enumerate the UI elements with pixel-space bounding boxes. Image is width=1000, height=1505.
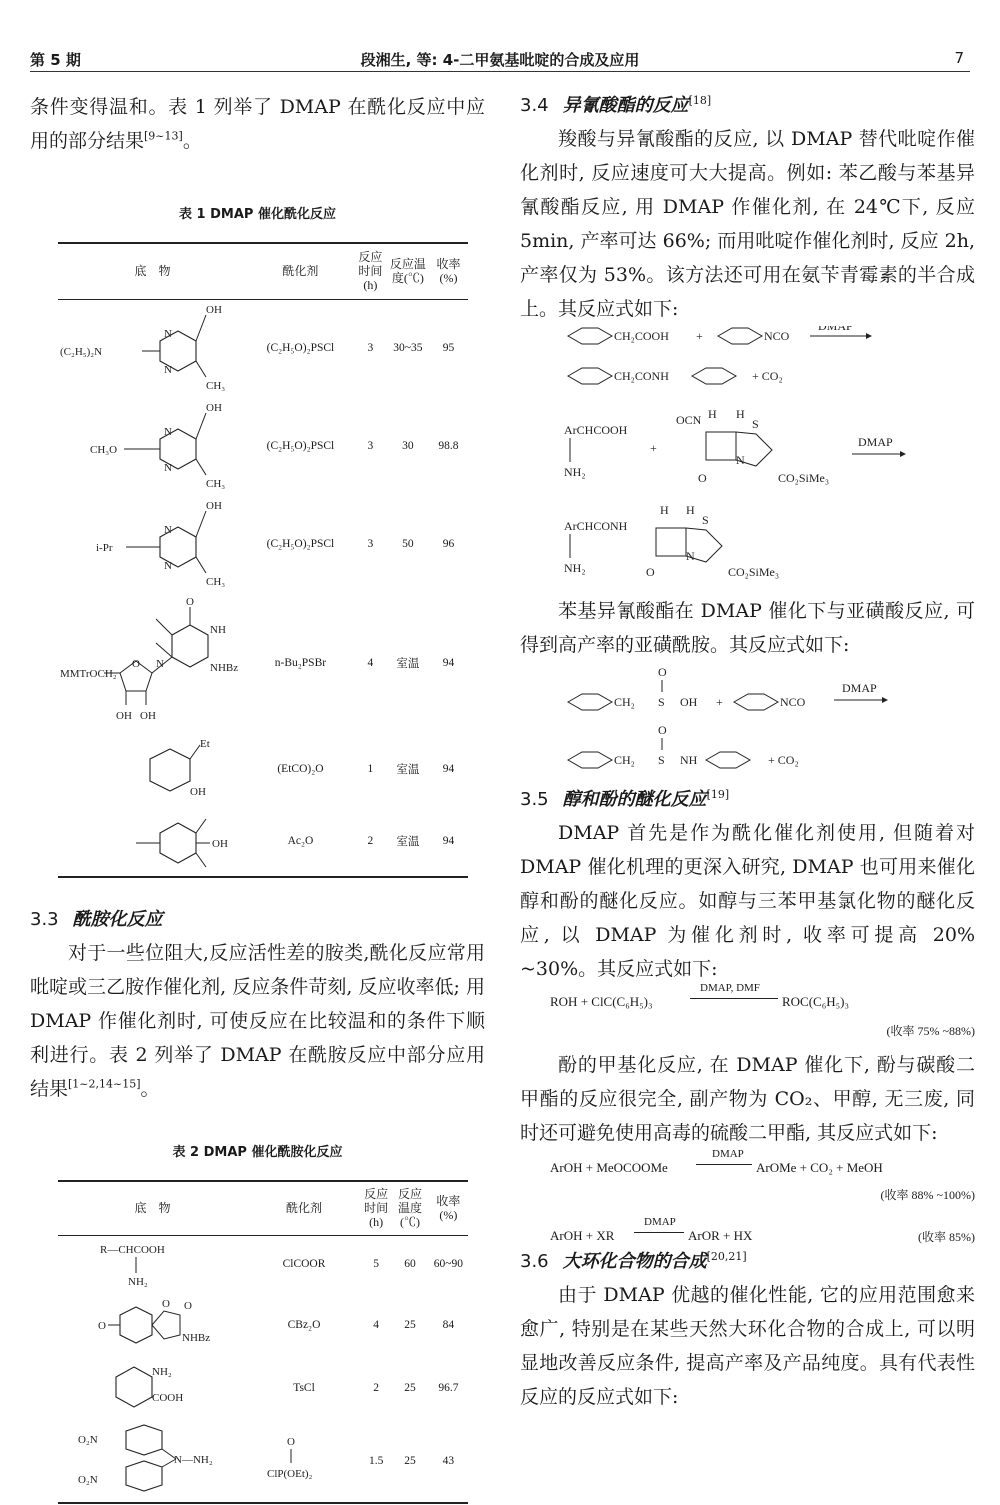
svg-text:O: O	[98, 1320, 106, 1332]
t1-time: 1	[367, 763, 374, 775]
t1-yield: 96	[442, 538, 455, 550]
svg-text:N: N	[736, 453, 745, 467]
svg-text:CH₃O: CH₃O	[90, 444, 118, 456]
svg-text:+: +	[716, 695, 723, 709]
svg-text:+ CO₂: + CO₂	[752, 369, 783, 383]
section-3-5-paragraph: DMAP 首先是作为酰化催化剂使用, 但随着对 DMAP 催化机理的更深入研究, DMAP 也可用来催化醇和酚的醚化反应。如醇与三苯甲基氯化物的醚化反应, 以 DMAP 为催化剂时, 收率可提高 20% ~30%。其反应式如下:	[520, 822, 975, 980]
reaction-scheme-2	[520, 410, 975, 594]
svg-text:ArCHCOOH: ArCHCOOH	[564, 423, 628, 437]
reaction-scheme-1	[520, 326, 975, 410]
t2-time: 4	[373, 1319, 380, 1331]
svg-text:Et: Et	[200, 738, 210, 750]
t2-temp: 25	[404, 1319, 416, 1331]
table-row	[58, 1419, 468, 1503]
t2-reagent: ClP(OEt)₂	[267, 1467, 313, 1480]
page-header	[30, 45, 970, 72]
svg-text:N: N	[164, 426, 172, 438]
t1-reagent: Ac₂O	[287, 834, 314, 847]
table-row	[58, 733, 468, 805]
svg-text:O: O	[658, 665, 667, 679]
t2-reagent-4	[247, 1419, 361, 1503]
svg-text:OCN: OCN	[676, 413, 702, 427]
t1-structure-3	[58, 495, 247, 593]
svg-text:CO₂SiMe₃: CO₂SiMe₃	[728, 565, 780, 579]
svg-text:H: H	[660, 503, 669, 517]
t1-temp: 室温	[396, 658, 420, 670]
svg-text:OH: OH	[206, 500, 222, 512]
svg-text:S: S	[702, 513, 709, 527]
svg-text:CH₃: CH₃	[206, 576, 226, 588]
section-3-3-paragraph: 对于一些位阻大,反应活性差的胺类,酰化反应常用吡啶或三乙胺作催化剂, 反应条件苛刻, 反应收率低; 用 DMAP 作催化剂时, 可使反应在比较温和的条件下顺利进行。表 2 列举了 DMAP 在酰胺反应中部分应用结果[1~2,14~15]。	[30, 942, 485, 1100]
t1-temp: 30~35	[393, 342, 423, 355]
svg-text:H: H	[708, 410, 717, 421]
svg-text:S: S	[658, 695, 665, 709]
table1-caption: 表 1 DMAP 催化酰化反应	[179, 207, 336, 222]
intro-paragraph: 条件变得温和。表 1 列举了 DMAP 在酰化反应中应用的部分结果[9~13]。	[30, 96, 485, 152]
svg-text:NHBz: NHBz	[182, 1332, 211, 1344]
svg-text:NH₂: NH₂	[128, 1276, 148, 1289]
t2-temp: 25	[404, 1454, 416, 1467]
t2-h-yield: 收率(%)	[436, 1194, 461, 1223]
svg-text:H: H	[736, 410, 745, 421]
t2-reagent: TsCl	[293, 1382, 315, 1394]
svg-text:NH: NH	[680, 753, 698, 767]
svg-text:O: O	[184, 1300, 192, 1312]
t2-time: 2	[373, 1382, 380, 1394]
table1	[58, 242, 468, 878]
svg-text:O: O	[132, 658, 140, 670]
t1-reagent: (C₂H₅O)₂PSCl	[266, 440, 335, 452]
svg-text:N: N	[686, 549, 695, 563]
section-3-6-heading: 3.6 大环化合物的合成[20,21]	[520, 1250, 747, 1272]
t1-temp: 室温	[396, 764, 420, 776]
t1-h-substrate: 底 物	[134, 264, 171, 279]
t2-reagent: CBz₂O	[287, 1319, 321, 1331]
svg-text:+: +	[696, 329, 703, 343]
section-3-5-paragraph-2: 酚的甲基化反应, 在 DMAP 催化下, 酚与碳酸二甲酯的反应很完全, 副产物为 CO₂、甲醇, 无三废, 同时还可避免使用高毒的硫酸二甲酯, 其反应式如下:	[520, 1054, 975, 1144]
t2-structure-3	[58, 1357, 247, 1419]
svg-text:O: O	[162, 1298, 170, 1310]
svg-text:DMAP: DMAP	[858, 435, 893, 449]
svg-text:R—CHCOOH: R—CHCOOH	[100, 1244, 165, 1257]
table-row	[58, 1235, 468, 1293]
table-row	[58, 299, 468, 397]
svg-text:N: N	[156, 658, 164, 670]
t2-yield: 60~90	[433, 1258, 464, 1271]
t2-temp: 60	[404, 1258, 416, 1271]
t1-temp: 30	[402, 440, 414, 452]
svg-text:NH₂: NH₂	[564, 465, 586, 479]
svg-text:NCO: NCO	[780, 695, 806, 709]
svg-text:NCO: NCO	[764, 329, 790, 343]
t1-structure-6	[58, 805, 247, 877]
t1-yield: 98.8	[438, 440, 459, 452]
table-row	[58, 805, 468, 877]
svg-text:OH: OH	[206, 304, 222, 317]
svg-text:O: O	[698, 471, 707, 485]
svg-text:CH₂COOH: CH₂COOH	[614, 329, 669, 343]
t2-time: 1.5	[368, 1454, 384, 1467]
t1-temp: 室温	[396, 835, 420, 848]
table2	[58, 1180, 468, 1504]
t2-temp: 25	[404, 1382, 416, 1394]
svg-text:O₂N: O₂N	[78, 1433, 98, 1446]
svg-text:NHBz: NHBz	[210, 662, 239, 674]
t1-structure-1	[58, 299, 247, 397]
table-row	[58, 495, 468, 593]
t2-yield: 84	[442, 1319, 455, 1331]
svg-text:+ CO₂: + CO₂	[768, 753, 799, 767]
t2-structure-4	[58, 1419, 247, 1503]
svg-text:CH₂: CH₂	[614, 695, 635, 709]
svg-text:N: N	[164, 328, 172, 341]
svg-text:N: N	[164, 462, 172, 474]
t2-time: 5	[373, 1258, 380, 1271]
t1-h-temp: 反应温度(℃)	[389, 257, 426, 286]
svg-text:N: N	[164, 364, 172, 377]
svg-text:NH₂: NH₂	[564, 561, 586, 575]
t1-yield: 94	[442, 834, 455, 847]
svg-text:O: O	[646, 565, 655, 579]
svg-text:S: S	[752, 417, 759, 431]
equation-3: ArOH + XR DMAP ArOR + HX (收率 85%)	[550, 1216, 975, 1244]
svg-text:(C₂H₅)₂N: (C₂H₅)₂N	[60, 346, 103, 359]
t1-reagent: (EtCO)₂O	[277, 763, 324, 775]
equation-1-yield: (收率 75% ~88%)	[886, 1024, 975, 1038]
svg-text:CH₃: CH₃	[206, 478, 226, 490]
t2-h-reagent: 酰化剂	[285, 1201, 322, 1216]
svg-text:DMAP: DMAP	[818, 326, 853, 333]
t1-time: 3	[367, 342, 374, 355]
t1-reagent: (C₂H₅O)₂PSCl	[266, 342, 335, 355]
t1-h-yield: 收率(%)	[436, 257, 461, 286]
t1-reagent: (C₂H₅O)₂PSCl	[266, 538, 335, 550]
svg-text:CH₂: CH₂	[614, 753, 635, 767]
svg-text:CH₂CONH: CH₂CONH	[614, 369, 669, 383]
t2-h-temp: 反应温度(℃)	[398, 1187, 423, 1230]
svg-text:O: O	[658, 723, 667, 737]
section-3-4-heading: 3.4 异氰酸酯的反应[18]	[520, 94, 712, 116]
svg-text:OH: OH	[206, 402, 222, 414]
table-row	[58, 1357, 468, 1419]
t2-structure-1	[58, 1235, 247, 1293]
section-3-5-heading: 3.5 醇和酚的醚化反应[19]	[520, 788, 730, 810]
svg-text:S: S	[658, 753, 665, 767]
t1-time: 3	[367, 538, 374, 550]
table-row	[58, 1293, 468, 1357]
equation-2-yield: (收率 88% ~100%)	[880, 1188, 975, 1202]
svg-text:NH: NH	[210, 624, 226, 636]
svg-text:O: O	[186, 596, 194, 608]
table-row	[58, 397, 468, 495]
svg-text:N: N	[164, 560, 172, 572]
svg-text:ArCHCONH: ArCHCONH	[564, 519, 628, 533]
svg-text:CH₃: CH₃	[206, 380, 226, 393]
t1-yield: 94	[442, 763, 455, 775]
svg-text:+: +	[650, 441, 657, 455]
t1-structure-5	[58, 733, 247, 805]
equation-1: ROH + ClC(C₆H₅)₃ DMAP, DMF ROC(C₆H₅)₃	[550, 982, 850, 1009]
t1-time: 4	[367, 657, 374, 669]
right-column	[520, 90, 975, 1414]
t2-h-substrate: 底 物	[134, 1201, 171, 1216]
svg-text:O₂N: O₂N	[78, 1473, 98, 1486]
t1-structure-2	[58, 397, 247, 495]
page-number: 7	[954, 49, 964, 67]
svg-text:H: H	[686, 503, 695, 517]
t1-yield: 94	[442, 657, 455, 669]
issue-label: 第 5 期	[30, 51, 81, 69]
svg-text:COOH: COOH	[152, 1392, 184, 1404]
t1-structure-4	[58, 593, 247, 733]
section-3-6-paragraph: 由于 DMAP 优越的催化性能, 它的应用范围愈来愈广, 特别是在某些天然大环化合物的合成上, 可以明显地改善反应条件, 提高产率及产品纯度。具有代表性反应的反应式如下:	[520, 1284, 975, 1408]
running-title: 段湘生, 等: 4-二甲氨基吡啶的合成及应用	[360, 51, 640, 69]
t2-yield: 96.7	[438, 1382, 459, 1394]
svg-text:N: N	[164, 524, 172, 536]
svg-text:O: O	[287, 1435, 295, 1448]
t1-time: 3	[367, 440, 374, 452]
svg-text:OH: OH	[140, 710, 156, 722]
t1-h-reagent: 酰化剂	[282, 264, 319, 279]
equation-2: ArOH + MeOCOOMe DMAP ArOMe + CO₂ + MeOH	[550, 1148, 883, 1175]
section-3-4-paragraph-2: 苯基异氰酸酯在 DMAP 催化下与亚磺酸反应, 可得到高产率的亚磺酰胺。其反应式如下:	[520, 600, 975, 656]
t2-structure-2	[58, 1293, 247, 1357]
svg-text:N—NH₂: N—NH₂	[174, 1453, 213, 1466]
reaction-scheme-3	[520, 662, 975, 784]
t2-reagent: ClCOOR	[282, 1258, 326, 1271]
t1-temp: 50	[402, 538, 414, 550]
table-row	[58, 593, 468, 733]
section-3-3-heading: 3.3 酰胺化反应	[30, 909, 163, 930]
t1-yield: 95	[442, 342, 455, 355]
t2-yield: 43	[442, 1454, 455, 1467]
t1-reagent: n-Bu₂PSBr	[274, 657, 327, 669]
svg-text:NH₂: NH₂	[152, 1366, 172, 1378]
svg-text:OH: OH	[680, 695, 698, 709]
svg-text:i-Pr: i-Pr	[96, 542, 113, 554]
svg-text:CO₂SiMe₃: CO₂SiMe₃	[778, 471, 830, 485]
svg-text:OH: OH	[190, 786, 206, 798]
left-column	[30, 90, 485, 1504]
svg-text:OH: OH	[116, 710, 132, 722]
svg-text:MMTrOCH₂: MMTrOCH₂	[60, 668, 117, 680]
t1-time: 2	[367, 834, 374, 847]
svg-text:OH: OH	[212, 837, 228, 850]
svg-text:DMAP: DMAP	[842, 681, 877, 695]
t1-h-time: 反应时间(h)	[358, 250, 383, 293]
section-3-4-paragraph: 羧酸与异氰酸酯的反应, 以 DMAP 替代吡啶作催化剂时, 反应速度可大大提高。例如: 苯乙酸与苯基异氰酸酯反应, 用 DMAP 作催化剂, 在 24℃下, 反应 5min, 产率可达 66%; 而用吡啶作催化剂时, 反应 2h, 产率仅为 53%。该方法还可用在氨苄青霉素的半合成上。其反应式如下:	[520, 128, 975, 320]
t2-h-time: 反应时间(h)	[364, 1187, 389, 1230]
table2-caption: 表 2 DMAP 催化酰胺化反应	[172, 1145, 343, 1160]
